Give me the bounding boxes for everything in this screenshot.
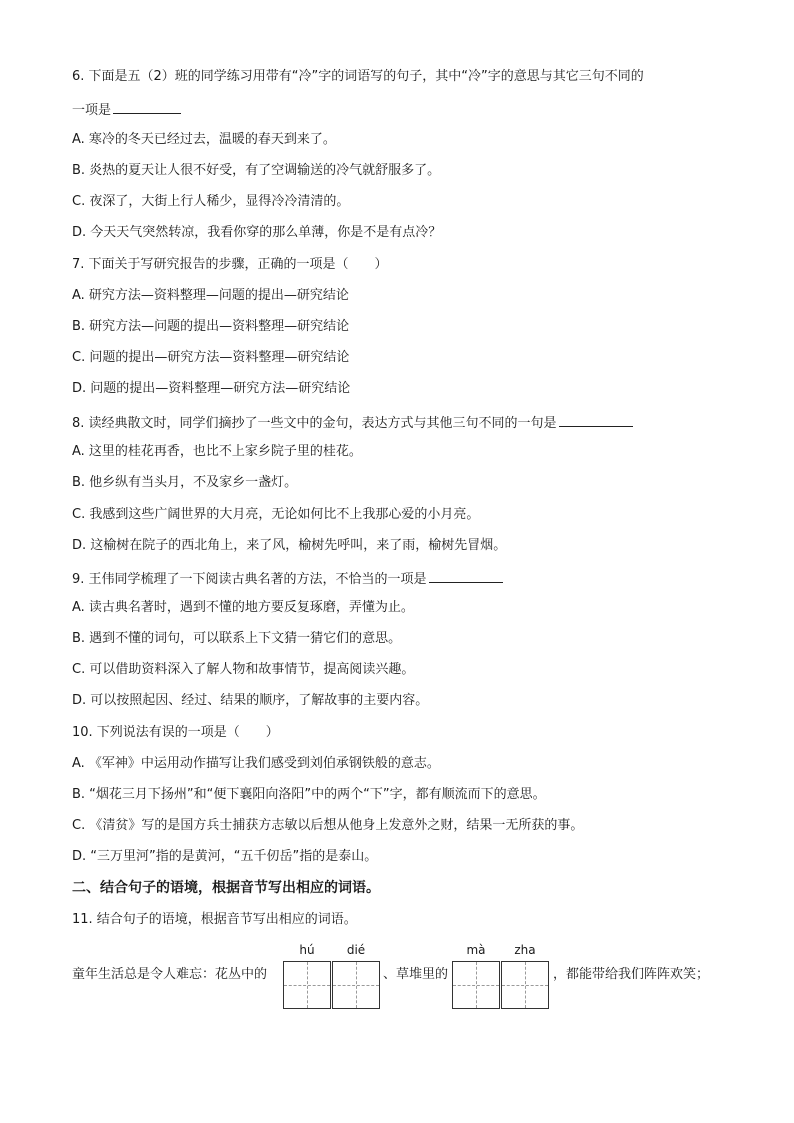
pinyin-2: dié: [346, 943, 366, 957]
q10-option-a: A. 《军神》中运用动作描写让我们感受到刘伯承钢铁般的意志。: [72, 756, 440, 771]
q6-option-c: C. 夜深了，大街上行人稀少，显得冷冷清清的。: [72, 194, 350, 209]
q8-option-c: C. 我感到这些广阔世界的大月亮，无论如何比不上我那心爱的小月亮。: [72, 507, 480, 522]
q11-text-middle: 、草堆里的: [383, 967, 449, 982]
tianzige-box[interactable]: [501, 961, 549, 1009]
q9-option-c: C. 可以借助资料深入了解人物和故事情节，提高阅读兴趣。: [72, 662, 415, 677]
q6-stem-line2: [72, 99, 181, 120]
q9-option-a: A. 读古典名著时，遇到不懂的地方要反复琢磨，弄懂为止。: [72, 600, 414, 615]
pinyin-3: mà: [466, 943, 486, 957]
q11-text-after: ，都能带给我们阵阵欢笑；: [553, 967, 710, 982]
q9-option-b: B. 遇到不懂的词句，可以联系上下文猜一猜它们的意思。: [72, 631, 402, 646]
q8-option-a: A. 这里的桂花再香，也比不上家乡院子里的桂花。: [72, 444, 362, 459]
q7-option-d: D. 问题的提出—资料整理—研究方法—研究结论: [72, 381, 351, 396]
tianzige-box[interactable]: [283, 961, 331, 1009]
pinyin-1: hú: [299, 943, 315, 957]
q11-text-before: 童年生活总是令人难忘：花丛中的: [72, 967, 268, 982]
q6-stem-line1: 6. 下面是五（2）班的同学练习用带有“冷”字的词语写的句子，其中“冷”字的意思与其它三句不同的: [72, 69, 644, 84]
q9-answer-blank[interactable]: [429, 568, 503, 583]
q7-option-c: C. 问题的提出—研究方法—资料整理—研究结论: [72, 350, 350, 365]
q7-option-b: B. 研究方法—问题的提出—资料整理—研究结论: [72, 319, 350, 334]
q10-stem: 10. 下列说法有误的一项是（ ）: [72, 725, 279, 740]
q6-option-b: B. 炎热的夏天让人很不好受，有了空调输送的冷气就舒服多了。: [72, 163, 441, 178]
q8-option-b: B. 他乡纵有当头月，不及家乡一盏灯。: [72, 475, 298, 490]
pinyin-4: zha: [514, 943, 536, 957]
q10-option-b: B. “烟花三月下扬州”和“便下襄阳向洛阳”中的两个“下”字，都有顺流而下的意思。: [72, 787, 546, 802]
q9-option-d: D. 可以按照起因、经过、结果的顺序，了解故事的主要内容。: [72, 693, 429, 708]
tianzige-box[interactable]: [452, 961, 500, 1009]
q8-option-d: D. 这榆树在院子的西北角上，来了风，榆树先呼叫，来了雨，榆树先冒烟。: [72, 538, 507, 553]
tianzige-box[interactable]: [332, 961, 380, 1009]
section-2-title: 二、结合句子的语境，根据音节写出相应的词语。: [72, 880, 380, 896]
q6-option-d: D. 今天天气突然转凉，我看你穿的那么单薄，你是不是有点冷？: [72, 225, 442, 240]
q7-option-a: A. 研究方法—资料整理—问题的提出—研究结论: [72, 288, 349, 303]
q10-option-c: C. 《清贫》写的是国方兵士捕获方志敏以后想从他身上发意外之财，结果一无所获的事。: [72, 818, 584, 833]
q7-stem: 7. 下面关于写研究报告的步骤，正确的一项是（ ）: [72, 257, 388, 272]
q8-stem: 8. 读经典散文时，同学们摘抄了一些文中的金句，表达方式与其他三句不同的一句是: [72, 416, 557, 431]
q6-option-a: A. 寒冷的冬天已经过去，温暖的春天到来了。: [72, 132, 336, 147]
q11-stem: 11. 结合句子的语境，根据音节写出相应的词语。: [72, 912, 357, 927]
q10-option-d: D. “三万里河”指的是黄河，“五千仞岳”指的是泰山。: [72, 849, 378, 864]
q9-stem: 9. 王伟同学梳理了一下阅读古典名著的方法，不恰当的一项是: [72, 572, 427, 587]
q8-stem-line: [72, 412, 633, 433]
q9-stem-line: [72, 568, 503, 589]
q8-answer-blank[interactable]: [559, 412, 633, 427]
q6-answer-blank[interactable]: [113, 99, 181, 114]
q6-stem-text: 一项是: [72, 103, 112, 118]
